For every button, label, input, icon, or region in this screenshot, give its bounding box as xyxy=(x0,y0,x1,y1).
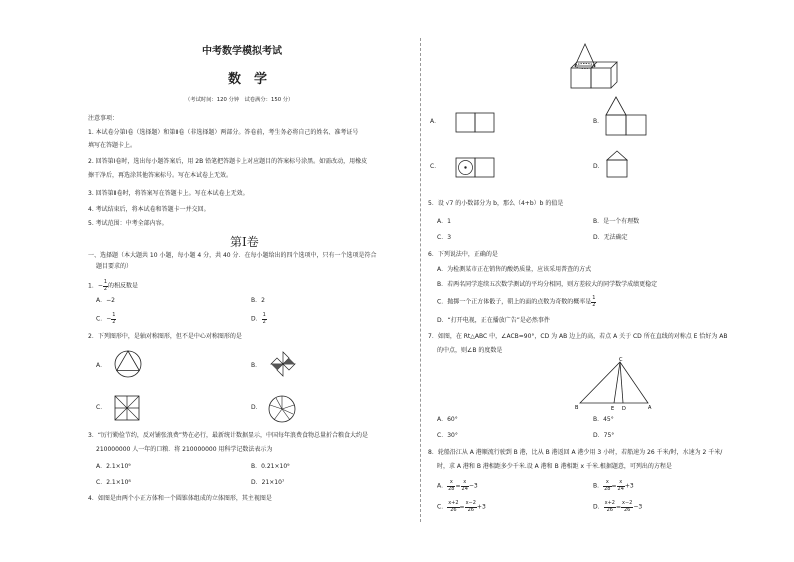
q4-option-a[interactable]: A． xyxy=(430,118,441,125)
two-squares-figure xyxy=(455,112,495,134)
q8-stem: 8．轮船沿江从 A 港顺流行驶到 B 港，比从 B 港返回 A 港少用 3 小时，若船速为 26 千米/时，水速为 2 千米/ xyxy=(428,449,723,456)
q2-option-b[interactable]: B． xyxy=(251,362,262,369)
q5-option-d[interactable]: D．无法确定 xyxy=(593,234,628,241)
section-instructions: 一、选择题（本大题共 10 小题，每小题 4 分，共 40 分．在每小题给出的四个选项中，只有一个选项是符合 xyxy=(88,252,377,259)
note-line: 3. 回答第Ⅱ卷时，将答案写在答题卡上。写在本试卷上无效。 xyxy=(88,190,249,197)
note-line: 填写在答题卡上。 xyxy=(88,142,137,149)
q6-option-a[interactable]: A．为检测某市正在销售的酸奶质量，应该采用普查的方式 xyxy=(437,266,592,273)
notes-heading: 注意事项： xyxy=(88,115,119,122)
label-b: B xyxy=(575,405,579,411)
triangle-squares-figure xyxy=(605,95,647,137)
circle-squares-figure xyxy=(455,157,495,179)
label-c: C xyxy=(619,357,623,363)
q5-stem: 5．设 √7 的小数部分为 b，那么（4+b）b 的值是 xyxy=(428,200,564,207)
q8-option-a[interactable]: A． $\frac{x}{28}$ = $\frac{x}{24}$ −3 xyxy=(437,479,478,492)
q3-option-a[interactable]: A．2.1×10⁹ xyxy=(96,463,131,470)
q5-option-c[interactable]: C．3 xyxy=(437,234,452,241)
q8-stem: 时，求 A 港和 B 港相距多少千米.设 A 港和 B 港相距 x 千米.根据题意，可列出的方程是 xyxy=(437,463,672,470)
house-figure xyxy=(606,150,628,178)
q3-option-d[interactable]: D．21×10⁷ xyxy=(251,479,285,486)
q7-option-a[interactable]: A．60° xyxy=(437,416,458,423)
label-e: E xyxy=(611,406,615,412)
q1-stem: 1．− $\frac{1}{2}$ 的相反数是 xyxy=(88,279,139,292)
q4-option-c[interactable]: C． xyxy=(430,163,441,170)
q2-stem: 2．下列图形中，是轴对称图形，但不是中心对称图形的是 xyxy=(88,333,242,340)
q8-option-b[interactable]: B． $\frac{x}{28}$ = $\frac{x}{24}$ +3 xyxy=(593,479,634,492)
q5-option-a[interactable]: A．1 xyxy=(437,218,451,225)
q3-stem: 210000000 人一年的口粮．将 210000000 用科学记数法表示为 xyxy=(96,446,273,453)
q7-stem: 7．如图，在 Rt△ABC 中，∠ACB=90°，CD 为 AB 边上的高，若点 A 关于 CD 所在直线的对称点 E 恰好为 AB xyxy=(428,333,728,340)
q1-option-a[interactable]: A．−2 xyxy=(96,297,115,304)
q7-option-c[interactable]: C．30° xyxy=(437,432,458,439)
triangle-abc-figure xyxy=(575,358,655,414)
q6-option-b[interactable]: B．若两名同学连续五次数学测试的平均分相同，则方差较大的同学数学成绩更稳定 xyxy=(437,281,658,288)
q2-option-a[interactable]: A． xyxy=(96,362,107,369)
note-line: 5. 考试范围：中考全部内容。 xyxy=(88,220,168,227)
circle-triangle-figure xyxy=(114,350,142,378)
q3-stem: 3．“厉行勤俭节约，反对铺张浪费”势在必行，最新统计数据显示，中国每年浪费食物总量折合粮食大约是 xyxy=(88,432,369,439)
q1-option-d[interactable]: D． $\frac{1}{2}$ xyxy=(251,312,266,325)
solid-figure xyxy=(565,42,621,92)
q7-stem: 的中点，则∠B 的度数是 xyxy=(437,347,503,354)
note-line: 1. 本试卷分第Ⅰ卷（选择题）和第Ⅱ卷（非选择题）两部分。答卷前，考生务必将自己的姓名、准考证号 xyxy=(88,129,359,136)
label-d: D xyxy=(622,406,626,412)
square-grid-figure xyxy=(114,395,140,421)
exam-meta: （考试时间：120 分钟 试卷满分：150 分） xyxy=(185,97,294,103)
q4-option-b[interactable]: B． xyxy=(593,118,604,125)
exam-title: 中考数学模拟考试 xyxy=(202,46,282,57)
q6-option-d[interactable]: D．“打开电视，正在播放广告”是必然事件 xyxy=(437,317,550,324)
q2-option-d[interactable]: D． xyxy=(251,404,262,411)
q8-option-d[interactable]: D． $\frac{x+2}{26}$ = $\frac{x-2}{26}$ −3 xyxy=(593,500,643,513)
section-instructions: 题目要求的） xyxy=(96,263,133,270)
q7-option-d[interactable]: D．75° xyxy=(593,432,615,439)
note-line: 擦干净后，再选涂其他答案标号。写在本试卷上无效。 xyxy=(88,172,233,179)
q1-option-c[interactable]: C．− $\frac{1}{2}$ xyxy=(96,312,116,325)
q4-option-d[interactable]: D． xyxy=(593,163,604,170)
pinwheel-figure xyxy=(270,351,296,377)
q8-option-c[interactable]: C． $\frac{x+2}{26}$ = $\frac{x-2}{26}$ +3 xyxy=(437,500,486,513)
column-divider xyxy=(420,38,421,522)
label-a: A xyxy=(648,405,652,411)
note-line: 4. 考试结束后，将本试卷和答题卡一并交回。 xyxy=(88,206,210,213)
note-line: 2. 回答第Ⅰ卷时，选出每小题答案后，用 2B 铅笔把答题卡上对应题目的答案标号涂黑。如需改动，用橡皮 xyxy=(88,158,368,165)
q1-option-b[interactable]: B．2 xyxy=(251,297,265,304)
section-title: 第Ⅰ卷 xyxy=(230,235,259,249)
q7-option-b[interactable]: B．45° xyxy=(593,416,614,423)
q3-option-b[interactable]: B．0.21×10⁹ xyxy=(251,463,290,470)
q3-option-c[interactable]: C．2.1×10⁸ xyxy=(96,479,131,486)
q6-stem: 6．下列说法中，正确的是 xyxy=(428,251,498,258)
q5-option-b[interactable]: B．是一个有理数 xyxy=(593,218,640,225)
circle-spokes-figure xyxy=(268,395,296,423)
q4-stem: 4．如图是由两个小正方体和一个圆锥体组成的立体图形，其主视图是 xyxy=(88,495,272,502)
q6-option-c[interactable]: C．抛掷一个正方体骰子，朝上的面的点数为奇数的概率是 $\frac{1}{2}$ xyxy=(437,295,596,308)
fraction: $\frac{1}{2}$ xyxy=(103,279,108,292)
subject-title: 数 学 xyxy=(228,72,268,87)
q2-option-c[interactable]: C． xyxy=(96,404,107,411)
